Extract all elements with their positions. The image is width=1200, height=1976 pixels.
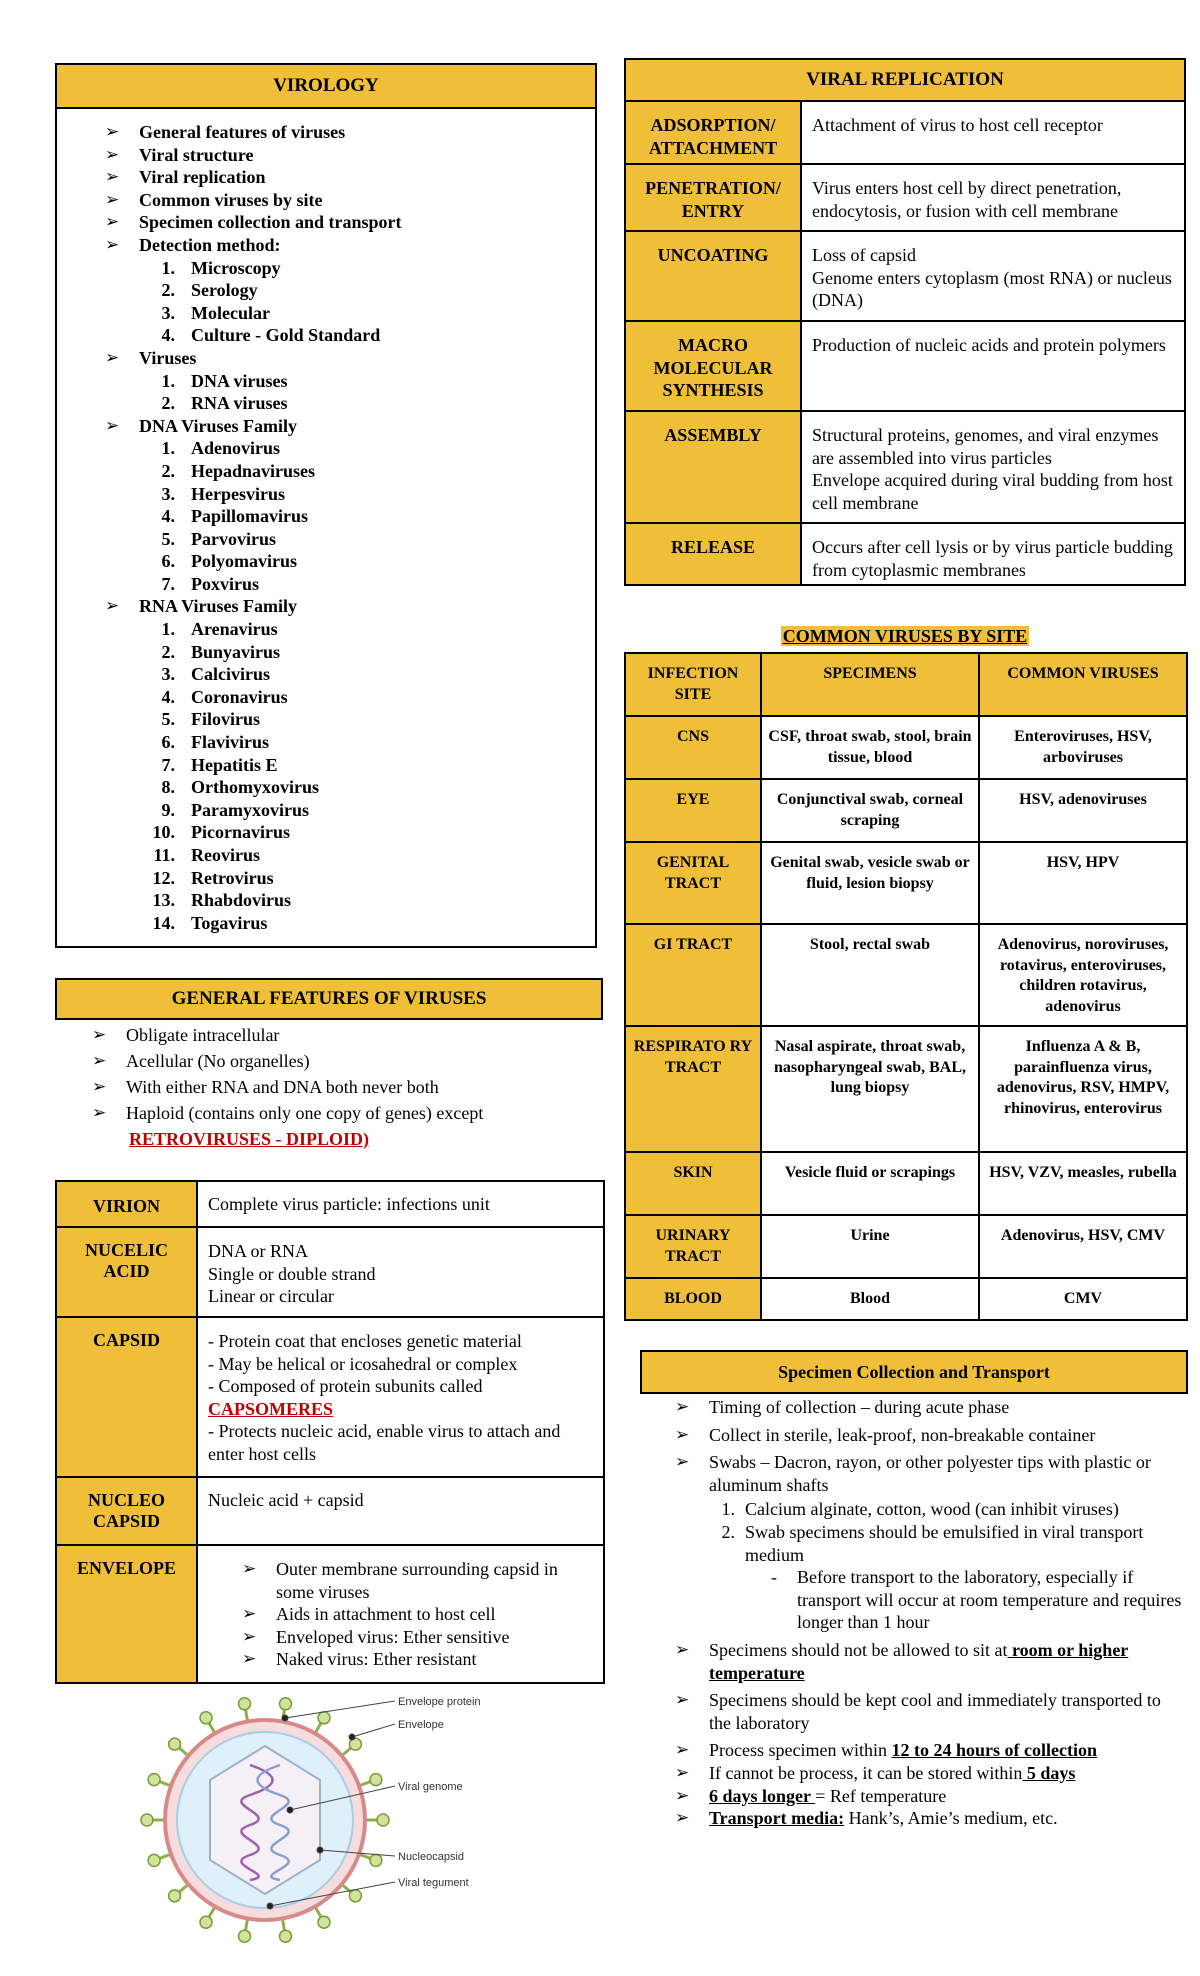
virology-subitem: 3. Calcivirus (161, 664, 270, 685)
envelope-protein-spike (370, 1774, 382, 1786)
virology-subitem: 11. Reovirus (153, 845, 260, 865)
site-cell: Conjunctival swab, corneal scraping (761, 779, 979, 842)
envelope-protein-spike (318, 1916, 330, 1928)
site-row (625, 716, 1187, 779)
virology-subitem: 5. Filovirus (161, 709, 261, 730)
virion-text: Complete virus particle: infections unit (197, 1181, 604, 1227)
replication-desc: Virus enters host cell by direct penetration, endocytosis, or fusion with cell membrane (801, 164, 1185, 231)
virology-subitem: 8. Orthomyxovirus (161, 777, 319, 798)
site-cell: Vesicle fluid or scrapings (761, 1152, 979, 1215)
site-header: INFECTION SITE (625, 653, 761, 716)
virology-subitem: 14. Togavirus (152, 912, 268, 933)
general-feature-item: ➢ Obligate intracellular (92, 1022, 602, 1048)
specimen-item: ➢ Specimens should not be allowed to sit at room or higher temperature (675, 1639, 1187, 1684)
virology-subitem: 4. Papillomavirus (161, 506, 309, 527)
envelope-item: ➢ Outer membrane surrounding capsid in some viruses (242, 1558, 595, 1603)
specimen-item: ➢ Swabs – Dacron, rayon, or other polyester tips with plastic or aluminum shafts 1. Calcium alginate, cotton, wood (can inhibit viruses) 2. Swab specimens should be emulsified in viral transport medium - Before transport to the laboratory, especially if transport will occur at room temperature and requires longer than 1 hour (675, 1451, 1187, 1634)
site-cell: HSV, VZV, measles, rubella (979, 1152, 1187, 1215)
nucleocapsid-label: NUCLEO CAPSID (56, 1477, 197, 1545)
envelope-protein-spike (377, 1814, 389, 1826)
general-features-title: GENERAL FEATURES OF VIRUSES (55, 978, 603, 1020)
virology-item: ➢ Viral replication (105, 166, 595, 189)
site-row (625, 842, 1187, 924)
site-row (625, 1215, 1187, 1278)
virology-item: ➢ Viral structure (105, 144, 595, 167)
label-envelope-protein: Envelope protein (398, 1696, 481, 1708)
envelope-protein-spike (200, 1712, 212, 1724)
envelope-text (197, 1545, 604, 1683)
capsomeres-term: CAPSOMERES (208, 1398, 334, 1419)
envelope-protein-spike (239, 1930, 251, 1942)
site-row (625, 1152, 1187, 1215)
virology-subitem: 13. Rhabdovirus (152, 890, 292, 911)
virology-subitem: 4. Culture - Gold Standard (161, 325, 381, 346)
site-cell: Blood (761, 1278, 979, 1320)
virion-label: VIRION (56, 1181, 197, 1227)
site-cell: Enteroviruses, HSV, arboviruses (979, 716, 1187, 779)
specimen-item: ➢ 6 days longer = Ref temperature (675, 1785, 1187, 1808)
site-cell: GI TRACT (625, 924, 761, 1026)
envelope-protein-spike (349, 1890, 361, 1902)
virology-subitem: 12. Retrovirus (152, 867, 274, 888)
envelope-item: ➢ Enveloped virus: Ether sensitive (242, 1626, 595, 1649)
virology-subitem: 2. Hepadnaviruses (161, 460, 316, 481)
specimen-item: ➢ Specimens should be kept cool and immediately transported to the laboratory (675, 1689, 1187, 1734)
virology-subitem: 2. RNA viruses (161, 393, 288, 414)
virology-outline (55, 107, 597, 948)
capsid-text: - Protein coat that encloses genetic material - May be helical or icosahedral or complex - Composed of protein subunits called CAPSOMERES - Protects nucleic acid, enable virus to attach and enter host cells (197, 1317, 604, 1477)
specimen-item: ➢ If cannot be process, it can be stored within 5 days (675, 1762, 1187, 1785)
envelope-protein-spike (169, 1890, 181, 1902)
replication-desc: Attachment of virus to host cell receptor (801, 101, 1185, 164)
general-features-list (92, 1022, 602, 1126)
site-cell: BLOOD (625, 1278, 761, 1320)
virus-structure-diagram (140, 1690, 520, 1950)
general-feature-item: ➢ Haploid (contains only one copy of genes) except (92, 1100, 602, 1126)
virology-subitem: 4. Coronavirus (161, 686, 288, 707)
nucleic-acid-text: DNA or RNA Single or double strand Linear or circular (197, 1227, 604, 1317)
site-cell: Adenovirus, HSV, CMV (979, 1215, 1187, 1278)
site-row (625, 1278, 1187, 1320)
general-feature-item: ➢ With either RNA and DNA both never both (92, 1074, 602, 1100)
virology-subitem: 1. DNA viruses (161, 370, 288, 391)
envelope-protein-spike (141, 1814, 153, 1826)
replication-desc: Production of nucleic acids and protein polymers (801, 321, 1185, 411)
viral-replication-title: VIRAL REPLICATION (624, 58, 1186, 102)
envelope-protein-spike (279, 1930, 291, 1942)
virology-item: ➢ Common viruses by site (105, 189, 595, 212)
site-cell: Adenovirus, noroviruses, rotavirus, enteroviruses, children rotavirus, adenovirus (979, 924, 1187, 1026)
envelope-protein-spike (370, 1854, 382, 1866)
site-cell: SKIN (625, 1152, 761, 1215)
envelope-label: ENVELOPE (56, 1545, 197, 1683)
virology-subitem: 2. Serology (161, 280, 258, 301)
replication-step: ASSEMBLY (625, 411, 801, 523)
capsid-label: CAPSID (56, 1317, 197, 1477)
virology-item: ➢ Detection method: 1. Microscopy 2. Serology 3. Molecular 4. Culture - Gold Standard (105, 234, 595, 347)
replication-desc: Occurs after cell lysis or by virus particle budding from cytoplasmic membranes (801, 523, 1185, 585)
site-row (625, 1026, 1187, 1152)
nucleocapsid-text: Nucleic acid + capsid (197, 1477, 604, 1545)
envelope-protein-spike (200, 1916, 212, 1928)
site-cell: HSV, adenoviruses (979, 779, 1187, 842)
replication-desc: Loss of capsid Genome enters cytoplasm (most RNA) or nucleus (DNA) (801, 231, 1185, 321)
replication-step: RELEASE (625, 523, 801, 585)
virology-subitem: 5. Parvovirus (161, 528, 276, 549)
virology-subitem: 9. Paramyxovirus (161, 799, 309, 820)
replication-desc: Structural proteins, genomes, and viral enzymes are assembled into virus particles Envelope acquired during viral budding from host cell membrane (801, 411, 1185, 523)
site-cell: CSF, throat swab, stool, brain tissue, blood (761, 716, 979, 779)
general-features-list-wrap (92, 1022, 602, 1152)
virology-subitem: 3. Molecular (161, 302, 270, 323)
viral-structure-table (55, 1180, 605, 1684)
site-cell: Nasal aspirate, throat swab, nasopharyngeal swab, BAL, lung biopsy (761, 1026, 979, 1152)
specimen-item: ➢ Process specimen within 12 to 24 hours of collection (675, 1739, 1187, 1762)
site-cell: RESPIRATO RY TRACT (625, 1026, 761, 1152)
site-cell: CMV (979, 1278, 1187, 1320)
virology-item: ➢ Viruses 1. DNA viruses 2. RNA viruses (105, 347, 595, 415)
retroviruses-diploid: RETROVIRUSES - DIPLOID) (129, 1129, 370, 1149)
virology-item: ➢ DNA Viruses Family 1. Adenovirus 2. Hepadnaviruses 3. Herpesvirus 4. Papillomavirus 5. Parvovirus 6. Polyomavirus 7. Poxvirus (105, 415, 595, 596)
replication-step: UNCOATING (625, 231, 801, 321)
virology-item: ➢ RNA Viruses Family 1. Arenavirus 2. Bunyavirus 3. Calcivirus 4. Coronavirus 5. Filovirus 6. Flavivirus 7. Hepatitis E 8. Orthomyxovirus 9. Paramyxovirus 10. Picornavirus 11. Reovirus 12. Retrovirus 13. Rhabdovirus 14. Togavirus (105, 595, 595, 934)
site-cell: Urine (761, 1215, 979, 1278)
virology-subitem: 2. Bunyavirus (161, 641, 281, 662)
label-envelope: Envelope (398, 1719, 444, 1731)
site-cell: URINARY TRACT (625, 1215, 761, 1278)
general-feature-item: ➢ Acellular (No organelles) (92, 1048, 602, 1074)
virology-subitem: 7. Hepatitis E (161, 754, 278, 775)
envelope-protein-spike (279, 1698, 291, 1710)
virology-title: VIROLOGY (55, 63, 597, 109)
envelope-protein-spike (169, 1738, 181, 1750)
site-header: COMMON VIRUSES (979, 653, 1187, 716)
viral-replication-table (624, 100, 1186, 586)
virology-subitem: 3. Herpesvirus (161, 483, 285, 504)
label-nucleocapsid: Nucleocapsid (398, 1851, 465, 1863)
virology-subitem: 10. Picornavirus (152, 822, 290, 843)
envelope-protein-spike (318, 1712, 330, 1724)
envelope-protein-spike (148, 1854, 160, 1866)
replication-step: MACRO MOLECULAR SYNTHESIS (625, 321, 801, 411)
site-cell: EYE (625, 779, 761, 842)
common-viruses-table (624, 652, 1188, 1321)
specimen-item: ➢ Collect in sterile, leak-proof, non-breakable container (675, 1424, 1187, 1447)
virology-subitem: 1. Microscopy (161, 257, 281, 278)
virology-subitem: 1. Adenovirus (161, 438, 281, 459)
envelope-item: ➢ Naked virus: Ether resistant (242, 1648, 595, 1671)
specimen-list-wrap (675, 1396, 1187, 1830)
site-cell: Influenza A & B, parainfluenza virus, adenovirus, RSV, HMPV, rhinovirus, enterovirus (979, 1026, 1187, 1152)
virology-subitem: 1. Arenavirus (161, 619, 278, 640)
envelope-item: ➢ Aids in attachment to host cell (242, 1603, 595, 1626)
virology-item: ➢ General features of viruses (105, 121, 595, 144)
virology-subitem: 7. Poxvirus (161, 573, 260, 594)
site-row (625, 924, 1187, 1026)
specimen-item: ➢ Timing of collection – during acute phase (675, 1396, 1187, 1419)
nucleic-acid-label: NUCELIC ACID (56, 1227, 197, 1317)
specimen-title: Specimen Collection and Transport (640, 1350, 1188, 1394)
site-header: SPECIMENS (761, 653, 979, 716)
label-viral-tegument: Viral tegument (398, 1877, 469, 1889)
virology-subitem: 6. Flavivirus (161, 732, 270, 753)
site-row (625, 779, 1187, 842)
replication-step: PENETRATION/ ENTRY (625, 164, 801, 231)
replication-step: ADSORPTION/ ATTACHMENT (625, 101, 801, 164)
site-cell: HSV, HPV (979, 842, 1187, 924)
label-viral-genome: Viral genome (398, 1781, 463, 1793)
specimen-item: ➢ Transport media: Hank’s, Amie’s medium, etc. (675, 1807, 1187, 1830)
site-cell: Genital swab, vesicle swab or fluid, lesion biopsy (761, 842, 979, 924)
site-cell: Stool, rectal swab (761, 924, 979, 1026)
site-cell: CNS (625, 716, 761, 779)
virology-subitem: 6. Polyomavirus (161, 551, 297, 572)
virology-list (105, 121, 595, 934)
envelope-protein-spike (239, 1698, 251, 1710)
virology-item: ➢ Specimen collection and transport (105, 211, 595, 234)
site-cell: GENITAL TRACT (625, 842, 761, 924)
envelope-protein-spike (148, 1774, 160, 1786)
common-viruses-title: COMMON VIRUSES BY SITE (782, 626, 1028, 646)
